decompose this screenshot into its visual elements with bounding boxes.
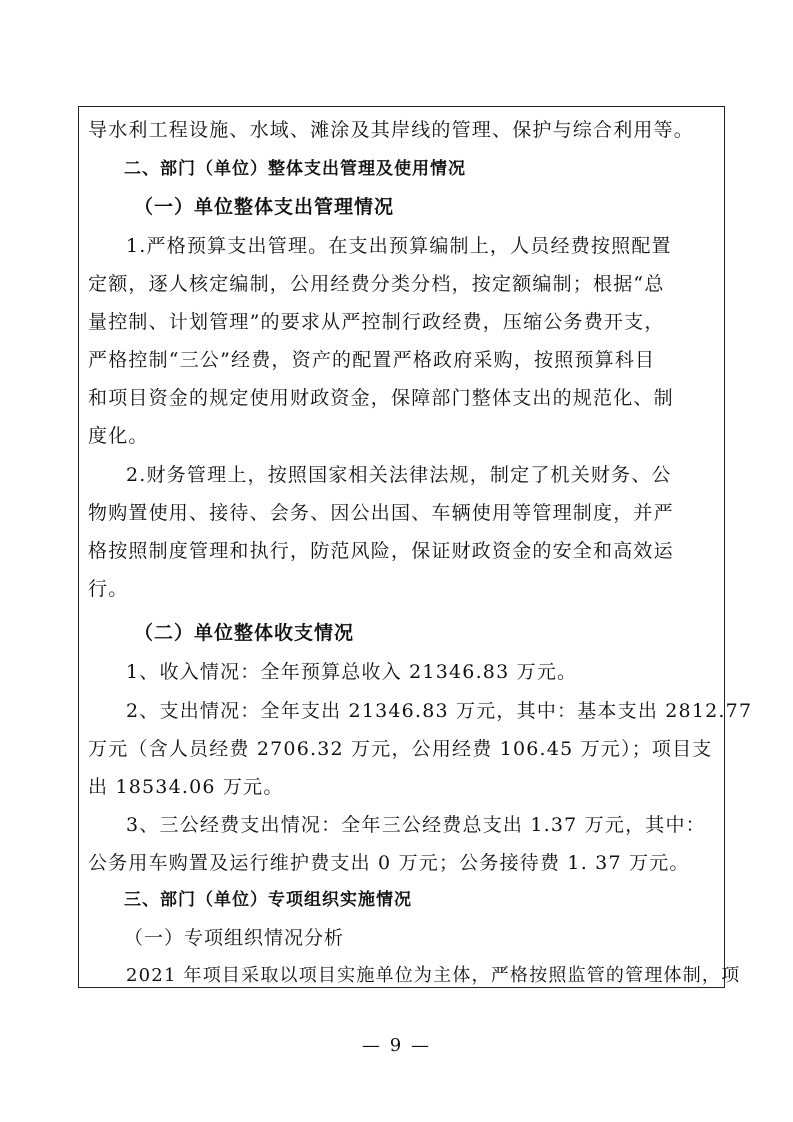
paragraph-financial-management: [88, 456, 718, 608]
paragraph-income: [88, 653, 718, 691]
paragraph-project-organization: [88, 957, 741, 995]
text-line: 导水利工程设施、水域、滩涂及其岸线的管理、保护与综合利用等。: [88, 119, 695, 141]
text-line: 行。: [88, 578, 129, 600]
subsection-1-heading: （一）单位整体支出管理情况: [134, 196, 395, 218]
text-line: 定额，逐人核定编制，公用经费分类分档，按定额编制；根据“总: [88, 273, 665, 295]
page-number: — 9 —: [362, 1035, 431, 1056]
text-line: 格按照制度管理和执行，防范风险，保证财政资金的安全和高效运: [88, 540, 674, 562]
text-line: 3、三公经费支出情况：全年三公经费总支出 1.37 万元，其中：: [126, 814, 706, 836]
paragraph-three-public-expenses: [88, 806, 718, 882]
text-line: 2.财务管理上，按照国家相关法律法规，制定了机关财务、公: [126, 464, 672, 486]
subsection-2-heading: （二）单位整体收支情况: [134, 622, 355, 644]
paragraph-budget-management: [88, 227, 718, 455]
text-line: 量控制、计划管理”的要求从严控制行政经费，压缩公务费开支，: [88, 311, 665, 333]
paragraph-expenditure: [88, 692, 753, 806]
text-line: 物购置使用、接待、会务、因公出国、车辆使用等管理制度，并严: [88, 502, 674, 524]
section-3-heading: 三、部门（单位）专项组织实施情况: [124, 890, 412, 910]
text-line: 1、收入情况：全年预算总收入 21346.83 万元。: [126, 661, 578, 683]
paragraph-continuation: [88, 111, 718, 149]
text-line: 和项目资金的规定使用财政资金，保障部门整体支出的规范化、制: [88, 387, 674, 409]
text-line: 度化。: [88, 425, 149, 447]
subsection-3-heading: （一）专项组织情况分析: [124, 927, 345, 949]
text-line: 1.严格预算支出管理。在支出预算编制上，人员经费按照配置: [126, 235, 672, 257]
section-2-heading: 二、部门（单位）整体支出管理及使用情况: [124, 159, 466, 179]
text-line: 严格控制“三公”经费，资产的配置严格政府采购，按照预算科目: [88, 349, 656, 371]
text-line: 出 18534.06 万元。: [88, 776, 284, 798]
text-line: 2、支出情况：全年支出 21346.83 万元，其中：基本支出 2812.77: [126, 700, 753, 722]
text-line: 2021 年项目采取以项目实施单位为主体，严格按照监管的管理体制，项: [126, 965, 741, 986]
text-line: 万元（含人员经费 2706.32 万元，公用经费 106.45 万元）；项目支: [88, 738, 713, 760]
text-line: 公务用车购置及运行维护费支出 0 万元；公务接待费 1. 37 万元。: [88, 852, 690, 874]
